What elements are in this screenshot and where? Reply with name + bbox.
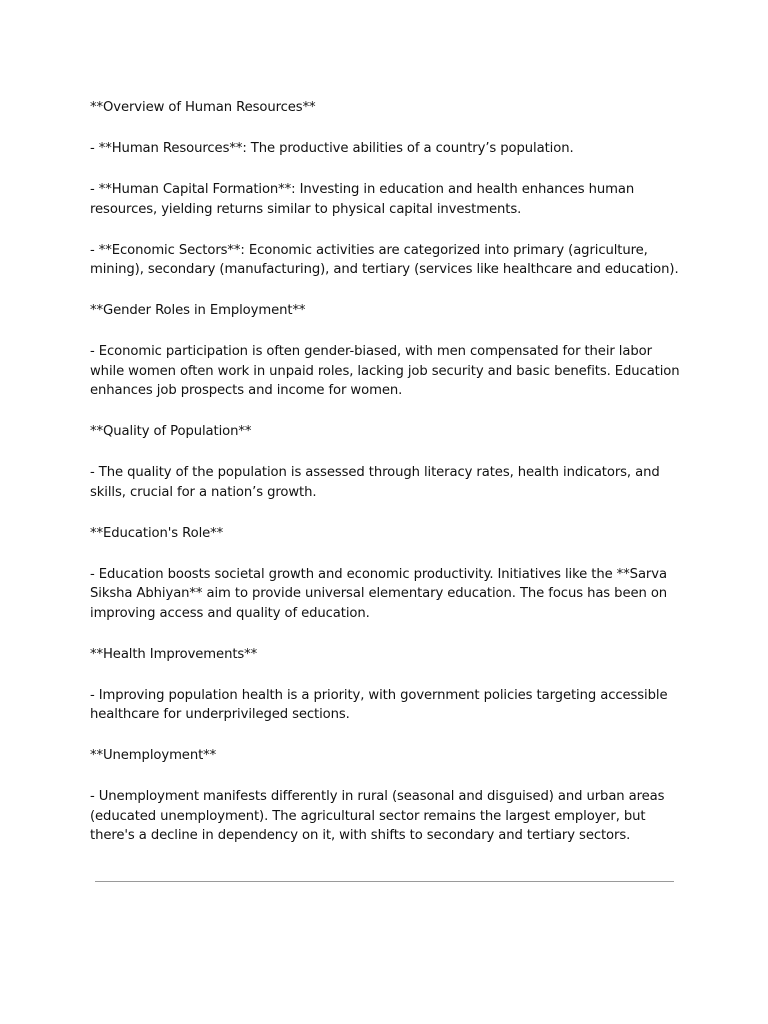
bullet-quality-of-population: - The quality of the population is assessed through literacy rates, health indicators, and skills, crucial for a nation’s growth. — [90, 465, 660, 500]
bullet-education-role: - Education boosts societal growth and economic productivity. Initiatives like the **Sarva Siksha Abhiyan** aim to provide universal elementary education. The focus has been on improving access and quality of education. — [90, 566, 668, 621]
horizontal-divider — [95, 881, 674, 882]
section-heading-unemployment: **Unemployment** — [90, 748, 217, 763]
bullet-gender-participation: - Economic participation is often gender-biased, with men compensated for their labor while women often work in unpaid roles, lacking job security and basic benefits. Education enhances job prospects and income for women. — [90, 344, 680, 398]
bullet-health-improvements: - Improving population health is a priority, with government policies targeting accessible healthcare for underprivileged sections. — [90, 687, 668, 722]
section-heading-health-improvements: **Health Improvements** — [90, 646, 258, 662]
section-heading-quality-of-population: **Quality of Population** — [90, 424, 252, 439]
bullet-unemployment: - Unemployment manifests differently in rural (seasonal and disguised) and urban areas (educated unemployment). The agricultural sector remains the largest employer, but there's a decline in dependency on it, with shifts to secondary and tertiary sectors. — [90, 789, 665, 843]
bullet-human-resources: - **Human Resources**: The productive abilities of a country’s population. — [90, 141, 574, 156]
section-heading-education-role: **Education's Role** — [90, 525, 224, 541]
document-body — [90, 98, 680, 846]
section-heading-overview: **Overview of Human Resources** — [90, 100, 316, 115]
bullet-economic-sectors: - **Economic Sectors**: Economic activities are categorized into primary (agriculture, mining), secondary (manufacturing), and tertiary (services like healthcare and education). — [90, 242, 679, 277]
section-heading-gender-roles: **Gender Roles in Employment** — [90, 303, 306, 318]
bullet-human-capital-formation: - **Human Capital Formation**: Investing in education and health enhances human resources, yielding returns similar to physical capital investments. — [90, 182, 635, 217]
